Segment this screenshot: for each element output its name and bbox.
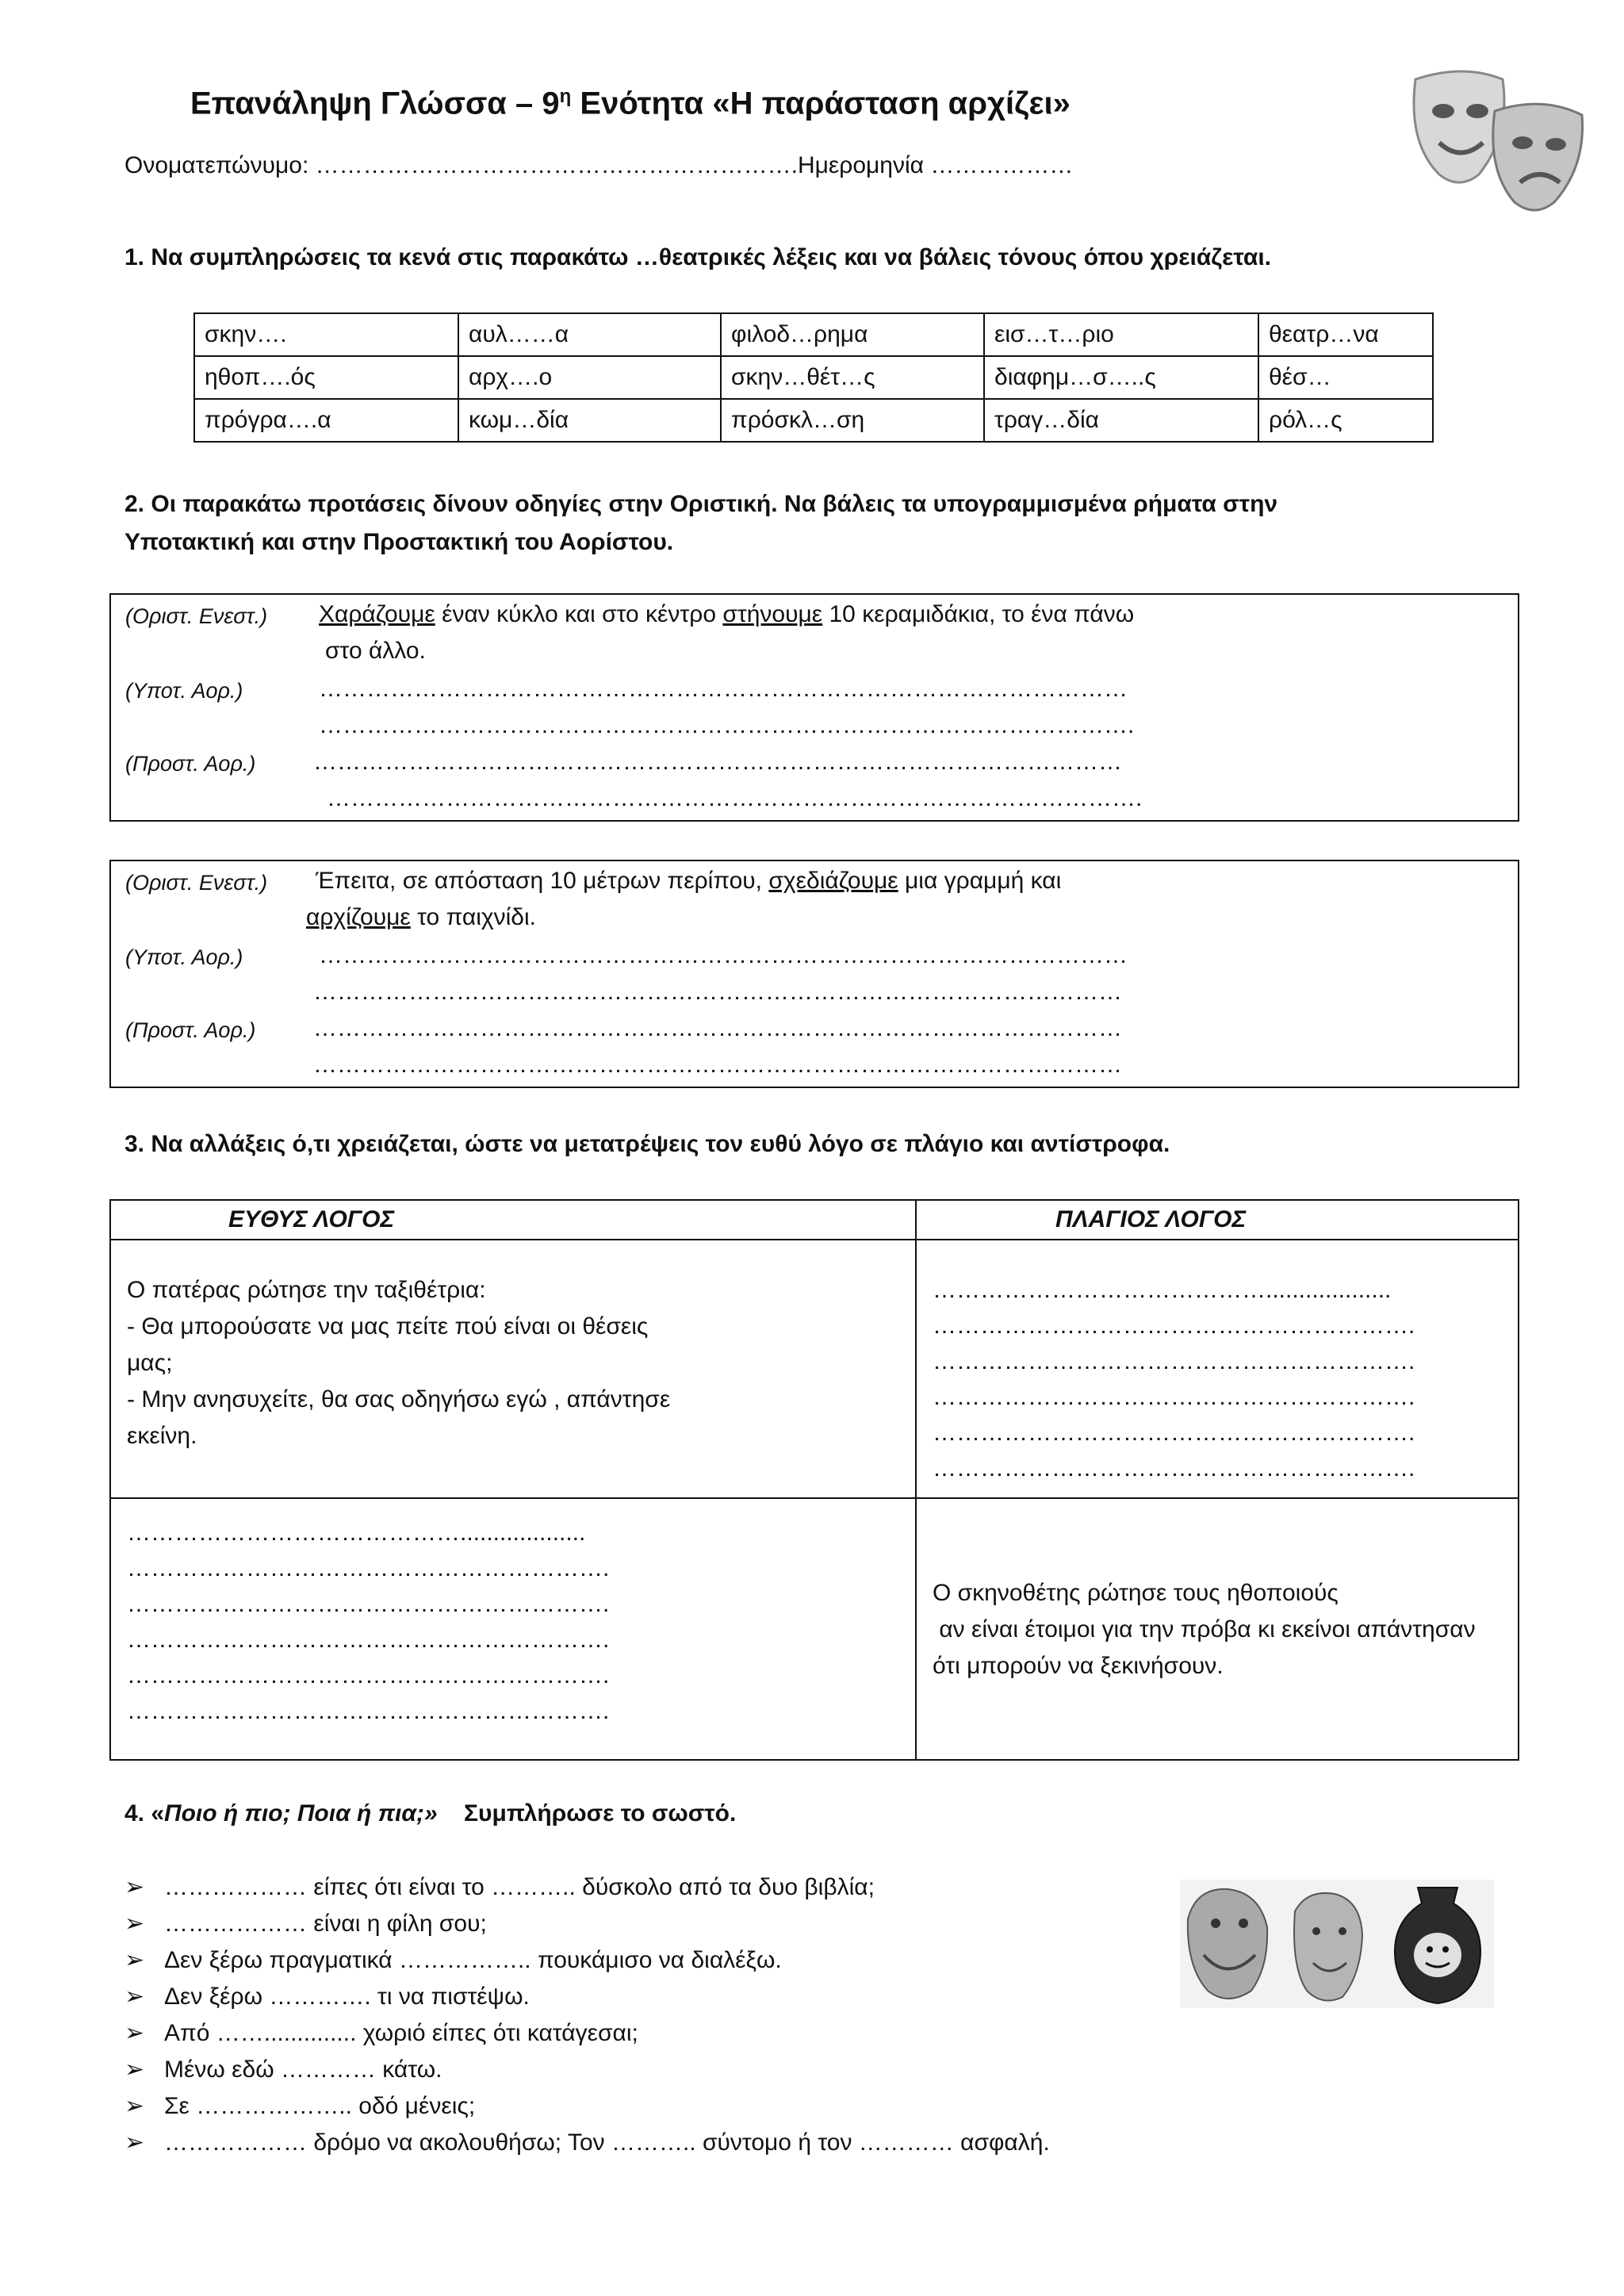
exercise-4-prompt bbox=[124, 1800, 736, 1827]
answer-line[interactable]: ……………………………………………………. bbox=[127, 1698, 610, 1724]
table-row bbox=[194, 313, 1433, 356]
underlined-verb: αρχίζουμε bbox=[306, 904, 411, 930]
table-row bbox=[194, 399, 1433, 442]
exercise-2-prompt bbox=[124, 485, 1277, 562]
item-text[interactable]: Μένω εδώ ………… κάτω. bbox=[164, 2056, 442, 2083]
word-cell[interactable]: σκην…. bbox=[194, 313, 458, 356]
direct-speech-answer[interactable] bbox=[110, 1498, 916, 1760]
sentence-text: το παιχνίδι. bbox=[410, 904, 536, 930]
exercise-3-prompt: 3. Να αλλάξεις ό,τι χρειάζεται, ώστε να μετατρέψεις τον ευθύ λόγο σε πλάγιο και αντίστροφα. bbox=[124, 1131, 1170, 1157]
answer-line[interactable]: …………………………………………………………………………………………. bbox=[327, 785, 1143, 811]
sentence-text: έναν κύκλο και στο κέντρο bbox=[435, 601, 723, 627]
arrow-bullet-icon: ➢ bbox=[124, 2056, 145, 2083]
word-cell[interactable]: τραγ…δία bbox=[984, 399, 1258, 442]
word-cell[interactable]: εισ…τ…ριο bbox=[984, 313, 1258, 356]
list-item[interactable] bbox=[124, 2019, 638, 2047]
answer-line[interactable]: ……………………………………………………. bbox=[127, 1591, 610, 1617]
sentence-2-line-1 bbox=[316, 868, 1061, 895]
item-text[interactable]: Δεν ξέρω …………. τι να πιστέψω. bbox=[164, 1984, 530, 2010]
text-line: αν είναι έτοιμοι για την πρόβα κι εκείνοι απάντησαν bbox=[933, 1616, 1476, 1642]
list-item[interactable] bbox=[124, 1983, 530, 2010]
sentence-1-line-1 bbox=[319, 601, 1134, 628]
answer-line[interactable]: ………………………………………………………………………………………… bbox=[313, 1052, 1122, 1078]
answer-line[interactable]: ………………………………………………………………………………………… bbox=[313, 979, 1122, 1005]
prompt-rest: Συμπλήρωσε το σωστό. bbox=[437, 1800, 737, 1826]
answer-line[interactable]: ………………………………………………………………………………………… bbox=[319, 676, 1128, 702]
list-item[interactable] bbox=[124, 1910, 487, 1938]
word-cell[interactable]: πρόσκλ…ση bbox=[721, 399, 984, 442]
item-text[interactable]: Από …….............. χωριό είπες ότι κατάγεσαι; bbox=[164, 2020, 638, 2046]
item-text[interactable]: Σε ……………….. οδό μένεις; bbox=[164, 2093, 476, 2119]
page-title bbox=[190, 86, 1071, 121]
word-cell[interactable]: πρόγρα….α bbox=[194, 399, 458, 442]
text-line: μας; bbox=[127, 1350, 173, 1376]
answer-line[interactable]: ……………………………………………………. bbox=[933, 1420, 1415, 1446]
arrow-bullet-icon: ➢ bbox=[124, 1911, 145, 1937]
arrow-bullet-icon: ➢ bbox=[124, 1874, 145, 1900]
prompt-number: 4. « bbox=[124, 1800, 165, 1826]
list-item[interactable] bbox=[124, 1873, 875, 1901]
item-text[interactable]: Δεν ξέρω πραγματικά …………….. πουκάμισο να διαλέξω. bbox=[164, 1947, 782, 1973]
table-row bbox=[110, 1498, 1519, 1760]
word-cell[interactable]: θέσ… bbox=[1258, 356, 1433, 399]
answer-line[interactable]: ……………………………………................... bbox=[127, 1520, 586, 1546]
underlined-verb: Χαράζουμε bbox=[319, 601, 435, 627]
header-indirect-speech: ΠΛΑΓΙΟΣ ΛΟΓΟΣ bbox=[916, 1200, 1519, 1240]
text-line: εκείνη. bbox=[127, 1423, 197, 1449]
label-ypot: (Υποτ. Αορ.) bbox=[125, 945, 243, 969]
arrow-bullet-icon: ➢ bbox=[124, 1984, 145, 2010]
arrow-bullet-icon: ➢ bbox=[124, 2129, 145, 2156]
item-text[interactable]: ……………… είπες ότι είναι το ……….. δύσκολο από τα δυο βιβλία; bbox=[164, 1874, 875, 1900]
text-line: Ο σκηνοθέτης ρώτησε τους ηθοποιούς bbox=[933, 1580, 1339, 1606]
indirect-speech-text bbox=[916, 1498, 1519, 1760]
word-cell[interactable]: διαφημ…σ…..ς bbox=[984, 356, 1258, 399]
arrow-bullet-icon: ➢ bbox=[124, 1947, 145, 1973]
label-prost: (Προστ. Αορ.) bbox=[125, 1018, 256, 1042]
word-cell[interactable]: αυλ……α bbox=[458, 313, 721, 356]
title-rest: Ενότητα «Η παράσταση αρχίζει» bbox=[571, 86, 1071, 121]
word-cell[interactable]: σκην…θέτ…ς bbox=[721, 356, 984, 399]
name-date-line[interactable]: Ονοματεπώνυμο: …………………………………………………….Ημερομηνία ……………… bbox=[124, 152, 1074, 178]
answer-line[interactable]: ……………………………………………………. bbox=[933, 1313, 1415, 1339]
speech-table bbox=[109, 1199, 1519, 1761]
label-ypot: (Υποτ. Αορ.) bbox=[125, 679, 243, 703]
text-line: Ο πατέρας ρώτησε την ταξιθέτρια: bbox=[127, 1277, 486, 1303]
item-text[interactable]: ……………… είναι η φίλη σου; bbox=[164, 1911, 487, 1937]
answer-line[interactable]: ……………………………………................... bbox=[933, 1277, 1392, 1303]
word-cell[interactable]: φιλοδ…ρημα bbox=[721, 313, 984, 356]
item-text[interactable]: ……………… δρόμο να ακολουθήσω; Τον ……….. σύντομο ή τον ………… ασφαλή. bbox=[164, 2129, 1050, 2156]
answer-line[interactable]: ……………………………………………………. bbox=[127, 1555, 610, 1581]
list-item[interactable] bbox=[124, 2129, 1050, 2156]
word-cell[interactable]: θεατρ…να bbox=[1258, 313, 1433, 356]
answer-line[interactable]: ……………………………………………………. bbox=[933, 1348, 1415, 1374]
direct-speech-text bbox=[110, 1240, 916, 1498]
word-cell[interactable]: κωμ…δία bbox=[458, 399, 721, 442]
sentence-text: 10 κεραμιδάκια, το ένα πάνω bbox=[822, 601, 1135, 627]
underlined-verb: στήνουμε bbox=[722, 601, 823, 627]
words-table bbox=[193, 312, 1434, 443]
prompt-italic: Ποιο ή πιο; Ποια ή πια;» bbox=[164, 1800, 438, 1826]
label-orist: (Οριστ. Ενεστ.) bbox=[125, 604, 268, 628]
label-prost: (Προστ. Αορ.) bbox=[125, 752, 256, 776]
arrow-bullet-icon: ➢ bbox=[124, 2020, 145, 2046]
text-line: - Θα μπορούσατε να μας πείτε πού είναι οι θέσεις bbox=[127, 1313, 649, 1340]
indirect-speech-answer[interactable] bbox=[916, 1240, 1519, 1498]
sentence-text: Έπειτα, σε απόσταση 10 μέτρων περίπου, bbox=[316, 868, 769, 894]
word-cell[interactable]: ρόλ…ς bbox=[1258, 399, 1433, 442]
exercise-1-prompt: 1. Να συμπληρώσεις τα κενά στις παρακάτω …θεατρικές λέξεις και να βάλεις τόνους όπου χρειάζεται. bbox=[124, 244, 1272, 270]
list-item[interactable] bbox=[124, 2092, 475, 2120]
text-line: ότι μπορούν να ξεκινήσουν. bbox=[933, 1653, 1224, 1679]
ancient-heads-vase-image bbox=[1180, 1880, 1494, 2008]
arrow-bullet-icon: ➢ bbox=[124, 2093, 145, 2119]
sentence-2-line-2 bbox=[306, 904, 536, 931]
sentence-text: μια γραμμή και bbox=[898, 868, 1062, 894]
exercise-2-box-2 bbox=[109, 860, 1519, 1088]
label-orist: (Οριστ. Ενεστ.) bbox=[125, 871, 268, 895]
answer-line[interactable]: ……………………………………………………. bbox=[127, 1627, 610, 1653]
title-main: Επανάληψη Γλώσσα – 9 bbox=[190, 86, 560, 121]
exercise-2-prompt-line2: Υποτακτική και στην Προστακτική του Αορίστου. bbox=[124, 529, 674, 555]
underlined-verb: σχεδιάζουμε bbox=[768, 868, 898, 894]
sentence-1-line-2: στο άλλο. bbox=[325, 638, 426, 664]
answer-line[interactable]: …………………………………………………………………………………………. bbox=[319, 712, 1135, 738]
answer-line[interactable]: ……………………………………………………. bbox=[127, 1662, 610, 1688]
word-cell[interactable]: αρχ….ο bbox=[458, 356, 721, 399]
title-superscript: η bbox=[559, 86, 572, 107]
word-cell[interactable]: ηθοπ….ός bbox=[194, 356, 458, 399]
answer-line[interactable]: ………………………………………………………………………………………… bbox=[313, 1015, 1122, 1041]
table-row bbox=[194, 356, 1433, 399]
theatre-masks-icon bbox=[1384, 63, 1598, 222]
header-direct-speech: ΕΥΘΥΣ ΛΟΓΟΣ bbox=[110, 1200, 916, 1240]
exercise-2-box-1 bbox=[109, 593, 1519, 822]
answer-line[interactable]: ………………………………………………………………………………………… bbox=[313, 749, 1122, 775]
answer-line[interactable]: ………………………………………………………………………………………… bbox=[319, 942, 1128, 968]
answer-line[interactable]: ……………………………………………………. bbox=[933, 1455, 1415, 1481]
list-item[interactable] bbox=[124, 1946, 782, 1974]
list-item[interactable] bbox=[124, 2056, 442, 2083]
answer-line[interactable]: ……………………………………………………. bbox=[933, 1384, 1415, 1410]
table-row bbox=[110, 1240, 1519, 1498]
exercise-2-prompt-line1: 2. Οι παρακάτω προτάσεις δίνουν οδηγίες στην Οριστική. Να βάλεις τα υπογραμμισμένα ρήματα στην bbox=[124, 491, 1278, 517]
text-line: - Μην ανησυχείτε, θα σας οδηγήσω εγώ , απάντησε bbox=[127, 1386, 671, 1412]
table-row bbox=[110, 1200, 1519, 1240]
